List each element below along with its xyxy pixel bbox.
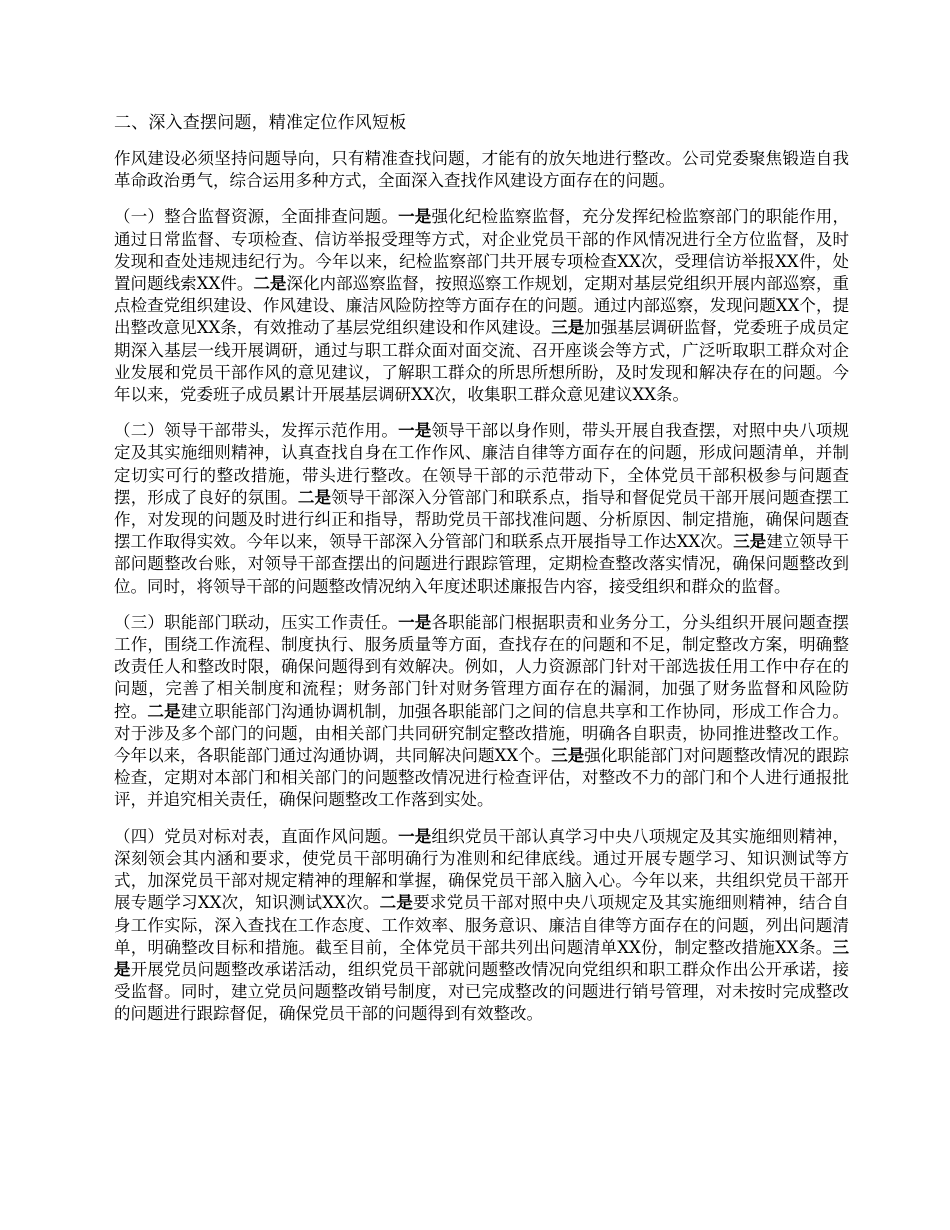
section-heading: 二、深入查摆问题，精准定位作风短板 xyxy=(114,113,407,133)
paragraph-4-marker-1: 一是 xyxy=(398,826,432,846)
paragraph-3-text-2: 建立职能部门沟通协调机制，加强各职能部门之间的信息共享和工作协同，形成工作合力。对于涉及多个部门的问题，由相关部门共同研究制定整改措施，明确各自职责，协同推进整改工作。今年以来，各职能部门通过沟通协调，共同解决问题XX个。 xyxy=(114,701,850,766)
paragraph-1-text-2: 深化内部巡察监督，按照巡察工作规划，定期对基层党组织开展内部巡察，重点检查党组织建设、作风建设、廉洁风险防控等方面存在的问题。通过内部巡察，发现问题XX个，提出整改意见XX条，有效推动了基层党组织建设和作风建设。 xyxy=(114,274,850,338)
paragraph-3-lead: （三）职能部门联动，压实工作责任。 xyxy=(114,612,399,632)
paragraph-2-marker-1: 一是 xyxy=(398,421,432,441)
paragraph-2-marker-2: 二是 xyxy=(297,487,332,507)
document-page xyxy=(114,112,849,1040)
paragraph-1-marker-2: 二是 xyxy=(253,274,287,294)
paragraph-4 xyxy=(114,826,849,1026)
paragraph-1-marker-1: 一是 xyxy=(398,207,432,227)
paragraph-3-marker-3: 三是 xyxy=(551,746,585,766)
paragraph-4-text-2: 要求党员干部对照中央八项规定及其实施细则精神，结合自身工作实际，深入查找在工作态度、工作效率、服务意识、廉洁自律等方面存在的问题，列出问题清单，明确整改目标和措施。截至目前，全体党员干部共列出问题清单XX份，制定整改措施XX条。 xyxy=(114,893,850,957)
paragraph-2-marker-3: 三是 xyxy=(733,532,767,552)
paragraph-4-marker-3: 三是 xyxy=(114,937,849,979)
paragraph-3-marker-1: 一是 xyxy=(398,612,432,632)
paragraph-1-text-1: 强化纪检监察监督，充分发挥纪检监察部门的职能作用，通过日常监督、专项检查、信访举报受理等方式，对企业党员干部的作风情况进行全方位监督，及时发现和查处违规违纪行为。今年以来，纪检监察部门共开展专项检查XX次，受理信访举报XX件，处置问题线索XX件。 xyxy=(114,207,850,294)
paragraph-3-marker-2: 二是 xyxy=(147,701,181,721)
paragraph-2-text-1: 领导干部以身作则，带头开展自我查摆，对照中央八项规定及其实施细则精神，认真查找自身在工作作风、廉洁自律等方面存在的问题，形成问题清单，并制定切实可行的整改措施，带头进行整改。在领导干部的示范带动下，全体党员干部积极参与问题查摆，形成了良好的氛围。 xyxy=(114,421,850,507)
paragraph-2-text-3: 建立领导干部问题整改台账，对领导干部查摆出的问题进行跟踪管理，定期检查整改落实情况，确保问题整改到位。同时，将领导干部的问题整改情况纳入年度述职述廉报告内容，接受组织和群众的监督。 xyxy=(114,532,849,596)
paragraph-1-text-3: 加强基层调研监督，党委班子成员定期深入基层一线开展调研，通过与职工群众面对面交流、召开座谈会等方式，广泛听取职工群众对企业发展和党员干部作风的意见建议，了解职工群众的所思所想所盼，及时发现和解决存在的问题。今年以来，党委班子成员累计开展基层调研XX次，收集职工群众意见建议XX条。 xyxy=(114,318,849,405)
paragraph-4-text-3: 开展党员问题整改承诺活动，组织党员干部就问题整改情况向党组织和职工群众作出公开承诺，接受监督。同时，建立党员问题整改销号制度，对已完成整改的问题进行销号管理，对未按时完成整改的问题进行跟踪督促，确保党员干部的问题得到有效整改。 xyxy=(114,959,850,1024)
paragraph-3 xyxy=(114,612,849,812)
paragraph-3-text-1: 各职能部门根据职责和业务分工，分头组织开展问题查摆工作，围绕工作流程、制度执行、服务质量等方面，查找存在的问题和不足，制定整改方案，明确整改责任人和整改时限，确保问题得到有效解决。例如，人力资源部门针对干部选拔任用工作中存在的问题，完善了相关制度和流程；财务部门针对财务管理方面存在的漏洞，加强了财务监督和风险防控。 xyxy=(114,612,850,721)
paragraph-2-text-2: 领导干部深入分管部门和联系点，指导和督促党员干部开展问题查摆工作，对发现的问题及时进行纠正和指导，帮助党员干部找准问题、分析原因、制定措施，确保问题查摆工作取得实效。今年以来，领导干部深入分管部门和联系点开展指导工作达XX次。 xyxy=(114,487,850,552)
paragraph-4-text-1: 组织党员干部认真学习中央八项规定及其实施细则精神，深刻领会其内涵和要求，使党员干部明确行为准则和纪律底线。通过开展专题学习、知识测试等方式，加深党员干部对规定精神的理解和掌握，确保党员干部入脑入心。今年以来，共组织党员干部开展专题学习XX次，知识测试XX次。 xyxy=(114,826,850,913)
paragraph-1-marker-3: 三是 xyxy=(551,318,585,338)
paragraph-4-marker-2: 二是 xyxy=(379,893,414,913)
paragraph-3-text-3: 强化职能部门对问题整改情况的跟踪检查，定期对本部门和相关部门的问题整改情况进行检查评估，对整改不力的部门和个人进行通报批评，并追究相关责任，确保问题整改工作落到实处。 xyxy=(114,746,849,810)
paragraph-4-lead: （四）党员对标对表，直面作风问题。 xyxy=(114,826,399,846)
intro-paragraph: 作风建设必须坚持问题导向，只有精准查找问题，才能有的放矢地进行整改。公司党委聚焦锻造自我革命政治勇气，综合运用多种方式，全面深入查找作风建设方面存在的问题。 xyxy=(114,149,849,191)
paragraph-1 xyxy=(114,206,849,406)
paragraph-2-lead: （二）领导干部带头，发挥示范作用。 xyxy=(114,421,399,441)
paragraph-2 xyxy=(114,420,849,598)
paragraph-1-lead: （一）整合监督资源，全面排查问题。 xyxy=(114,207,399,227)
